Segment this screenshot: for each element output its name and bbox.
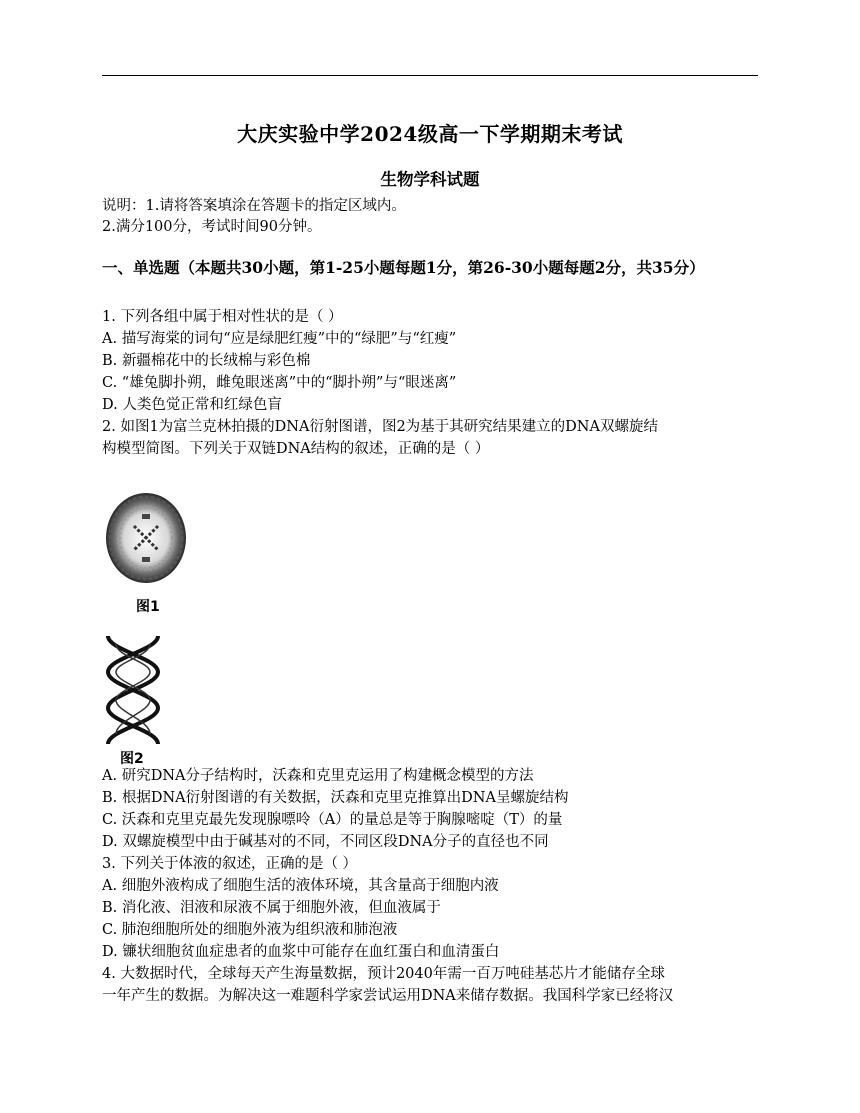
q1-option-c: C. “雄兔脚扑朔，雌兔眼迷离”中的“脚扑朔”与“眼迷离” (102, 375, 457, 391)
q3-option-c: C. 肺泡细胞所处的细胞外液为组织液和肺泡液 (102, 922, 398, 938)
section-heading: 一、单选题（本题共30小题，第1-25小题每题1分，第26-30小题每题2分，共35分） (102, 258, 705, 277)
q2-option-d: D. 双螺旋模型中由于碱基对的不同，不同区段DNA分子的直径也不同 (102, 834, 549, 850)
q3-option-b: B. 消化液、泪液和尿液不属于细胞外液，但血液属于 (102, 900, 441, 916)
q2-stem-line2: 构模型简图。下列关于双链DNA结构的叙述，正确的是（ ） (102, 441, 490, 457)
dna-diffraction-figure (104, 490, 188, 586)
q3-stem: 3. 下列关于体液的叙述，正确的是（ ） (102, 856, 358, 872)
q1-option-a: A. 描写海棠的词句“应是绿肥红瘦”中的“绿肥”与“红瘦” (102, 331, 457, 347)
q2-option-a: A. 研究DNA分子结构时，沃森和克里克运用了构建概念模型的方法 (102, 768, 534, 784)
exam-title: 大庆实验中学2024级高一下学期期末考试 (237, 122, 623, 146)
instruction-2: 2.满分100分，考试时间90分钟。 (102, 219, 322, 235)
q3-option-a: A. 细胞外液构成了细胞生活的液体环境，其含量高于细胞内液 (102, 878, 499, 894)
double-helix-figure (102, 634, 164, 746)
q1-option-d: D. 人类色觉正常和红绿色盲 (102, 397, 282, 413)
q1-stem: 1. 下列各组中属于相对性状的是（ ） (102, 309, 343, 325)
q1-option-b: B. 新疆棉花中的长绒棉与彩色棉 (102, 353, 311, 369)
q2-option-c: C. 沃森和克里克最先发现腺嘌呤（A）的量总是等于胸腺嘧啶（T）的量 (102, 812, 563, 828)
exam-subtitle: 生物学科试题 (380, 170, 480, 189)
header-rule (102, 75, 758, 76)
fig2-caption: 图2 (120, 751, 144, 767)
q4-stem-line1: 4. 大数据时代，全球每天产生海量数据，预计2040年需一百万吨硅基芯片才能储存全球 (102, 966, 665, 982)
q2-option-b: B. 根据DNA衍射图谱的有关数据，沃森和克里克推算出DNA呈螺旋结构 (102, 790, 569, 806)
q4-stem-line2: 一年产生的数据。为解决这一难题科学家尝试运用DNA来储存数据。我国科学家已经将汉 (102, 988, 674, 1004)
instruction-1: 说明：1.请将答案填涂在答题卡的指定区域内。 (102, 198, 406, 214)
fig1-caption: 图1 (136, 599, 160, 615)
q3-option-d: D. 镰状细胞贫血症患者的血浆中可能存在血红蛋白和血清蛋白 (102, 944, 500, 960)
q2-stem-line1: 2. 如图1为富兰克林拍摄的DNA衍射图谱，图2为基于其研究结果建立的DNA双螺旋结 (102, 419, 658, 435)
